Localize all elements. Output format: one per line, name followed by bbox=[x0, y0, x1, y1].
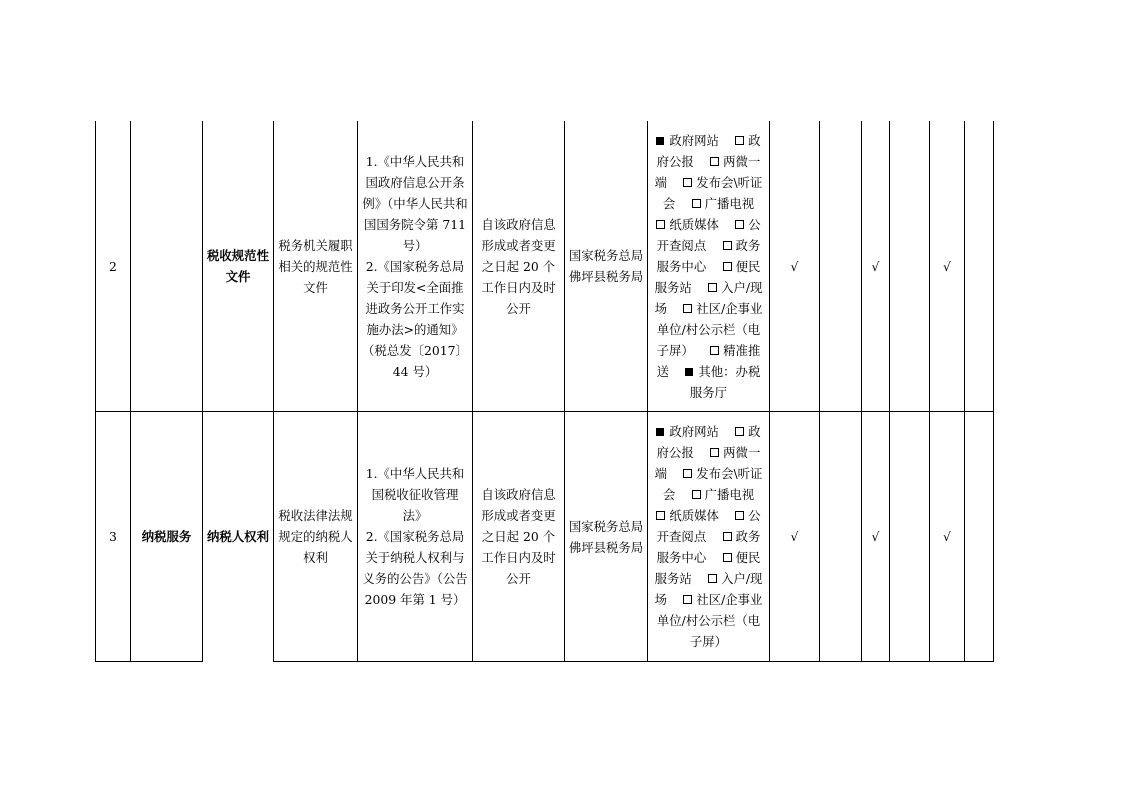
channel-label: 广播电视 bbox=[704, 195, 755, 211]
row-department: 国家税务总局佛坪县税务局 bbox=[565, 412, 648, 662]
row-content: 税务机关履职相关的规范性文件 bbox=[274, 121, 358, 412]
mark-cell bbox=[820, 412, 862, 662]
channel-option bbox=[656, 217, 719, 232]
checkbox-checked-icon bbox=[656, 137, 664, 145]
mark-cell bbox=[965, 412, 994, 662]
checkbox-checked-icon bbox=[685, 368, 693, 376]
channel-option bbox=[657, 592, 763, 649]
channel-label: 政府网站 bbox=[669, 132, 719, 148]
channel-option bbox=[656, 133, 719, 148]
checkbox-empty-icon bbox=[708, 574, 717, 583]
channel-label: 社区/企事业单位/村公示栏（电子屏） bbox=[656, 300, 763, 358]
channel-label: 公开查阅点 bbox=[656, 508, 761, 544]
checkbox-empty-icon bbox=[692, 199, 701, 208]
row-channels bbox=[648, 121, 770, 412]
mark-cell: √ bbox=[770, 121, 820, 412]
channel-label: 纸质媒体 bbox=[669, 216, 719, 232]
channel-label: 公开查阅点 bbox=[656, 216, 761, 253]
checkbox-empty-icon bbox=[710, 346, 719, 355]
channel-label: 发布会\听证会 bbox=[662, 466, 763, 502]
row-time-limit: 自该政府信息形成或者变更之日起 20 个工作日内及时公开 bbox=[473, 412, 565, 662]
table-row bbox=[96, 412, 994, 662]
row-basis: 1.《中华人民共和国政府信息公开条例》（中华人民共和国国务院令第 711 号） 2.《国家税务总局关于印发<全面推进政务公开工作实施办法>的通知》（税总发〔2017〕44 号） bbox=[358, 121, 473, 412]
checkbox-empty-icon bbox=[710, 157, 719, 166]
mark-cell: √ bbox=[862, 121, 890, 412]
mark-cell bbox=[890, 121, 930, 412]
channel-label: 社区/企事业单位/村公示栏（电子屏） bbox=[656, 592, 763, 649]
channel-label: 两微一端 bbox=[654, 445, 761, 481]
channel-label: 两微一端 bbox=[654, 153, 761, 190]
checkbox-empty-icon bbox=[723, 241, 732, 250]
checkbox-empty-icon bbox=[735, 427, 744, 436]
checkbox-empty-icon bbox=[735, 220, 744, 229]
channel-label: 入户/现场 bbox=[654, 571, 763, 607]
channel-label: 政府网站 bbox=[669, 424, 719, 439]
channel-option bbox=[692, 196, 755, 211]
channel-option bbox=[692, 487, 755, 502]
channel-label: 便民服务站 bbox=[654, 258, 761, 295]
document-page bbox=[95, 121, 993, 663]
channel-label: 发布会\听证会 bbox=[662, 174, 763, 211]
checkbox-empty-icon bbox=[683, 469, 692, 478]
row-category: 纳税服务 bbox=[131, 412, 203, 662]
mark-cell bbox=[965, 121, 994, 412]
checkbox-empty-icon bbox=[656, 511, 665, 520]
table-row bbox=[96, 121, 994, 412]
mark-cell: √ bbox=[930, 121, 965, 412]
row-item: 纳税人权利 bbox=[203, 412, 274, 662]
channel-label: 入户/现场 bbox=[654, 279, 763, 316]
checkbox-empty-icon bbox=[723, 553, 732, 562]
checkbox-empty-icon bbox=[692, 490, 701, 499]
row-content: 税收法律法规规定的纳税人权利 bbox=[274, 412, 358, 662]
checkbox-empty-icon bbox=[723, 262, 732, 271]
row-category bbox=[131, 121, 203, 412]
checkbox-checked-icon bbox=[656, 428, 664, 436]
checkbox-empty-icon bbox=[683, 304, 692, 313]
row-item: 税收规范性文件 bbox=[203, 121, 274, 412]
row-index: 3 bbox=[96, 412, 131, 662]
mark-cell: √ bbox=[930, 412, 965, 662]
mark-cell: √ bbox=[862, 412, 890, 662]
row-channels bbox=[648, 412, 770, 662]
channel-option bbox=[656, 424, 719, 439]
row-department: 国家税务总局佛坪县税务局 bbox=[565, 121, 648, 412]
channel-option bbox=[656, 508, 719, 523]
channel-label: 政务服务中心 bbox=[656, 529, 761, 565]
channel-label: 精准推送 bbox=[656, 342, 761, 379]
checkbox-empty-icon bbox=[723, 532, 732, 541]
checkbox-empty-icon bbox=[735, 136, 744, 145]
channel-label: 政府公报 bbox=[656, 132, 761, 169]
channel-label: 便民服务站 bbox=[654, 550, 761, 586]
checkbox-empty-icon bbox=[708, 283, 717, 292]
mark-cell bbox=[890, 412, 930, 662]
checkbox-empty-icon bbox=[683, 595, 692, 604]
mark-cell bbox=[820, 121, 862, 412]
channel-label: 广播电视 bbox=[704, 487, 755, 502]
disclosure-table bbox=[95, 121, 994, 662]
channel-label: 纸质媒体 bbox=[669, 508, 719, 523]
checkbox-empty-icon bbox=[735, 511, 744, 520]
channel-option bbox=[685, 364, 760, 400]
checkbox-empty-icon bbox=[710, 448, 719, 457]
channel-label: 政府公报 bbox=[656, 424, 761, 460]
channel-label: 其他：办税服务厅 bbox=[689, 363, 761, 400]
channel-label: 政务服务中心 bbox=[656, 237, 761, 274]
mark-cell: √ bbox=[770, 412, 820, 662]
checkbox-empty-icon bbox=[656, 220, 665, 229]
checkbox-empty-icon bbox=[683, 178, 692, 187]
row-basis: 1.《中华人民共和国税收征收管理法》 2.《国家税务总局关于纳税人权利与义务的公告》（公告 2009 年第 1 号） bbox=[358, 412, 473, 662]
row-time-limit: 自该政府信息形成或者变更之日起 20 个工作日内及时公开 bbox=[473, 121, 565, 412]
row-index: 2 bbox=[96, 121, 131, 412]
